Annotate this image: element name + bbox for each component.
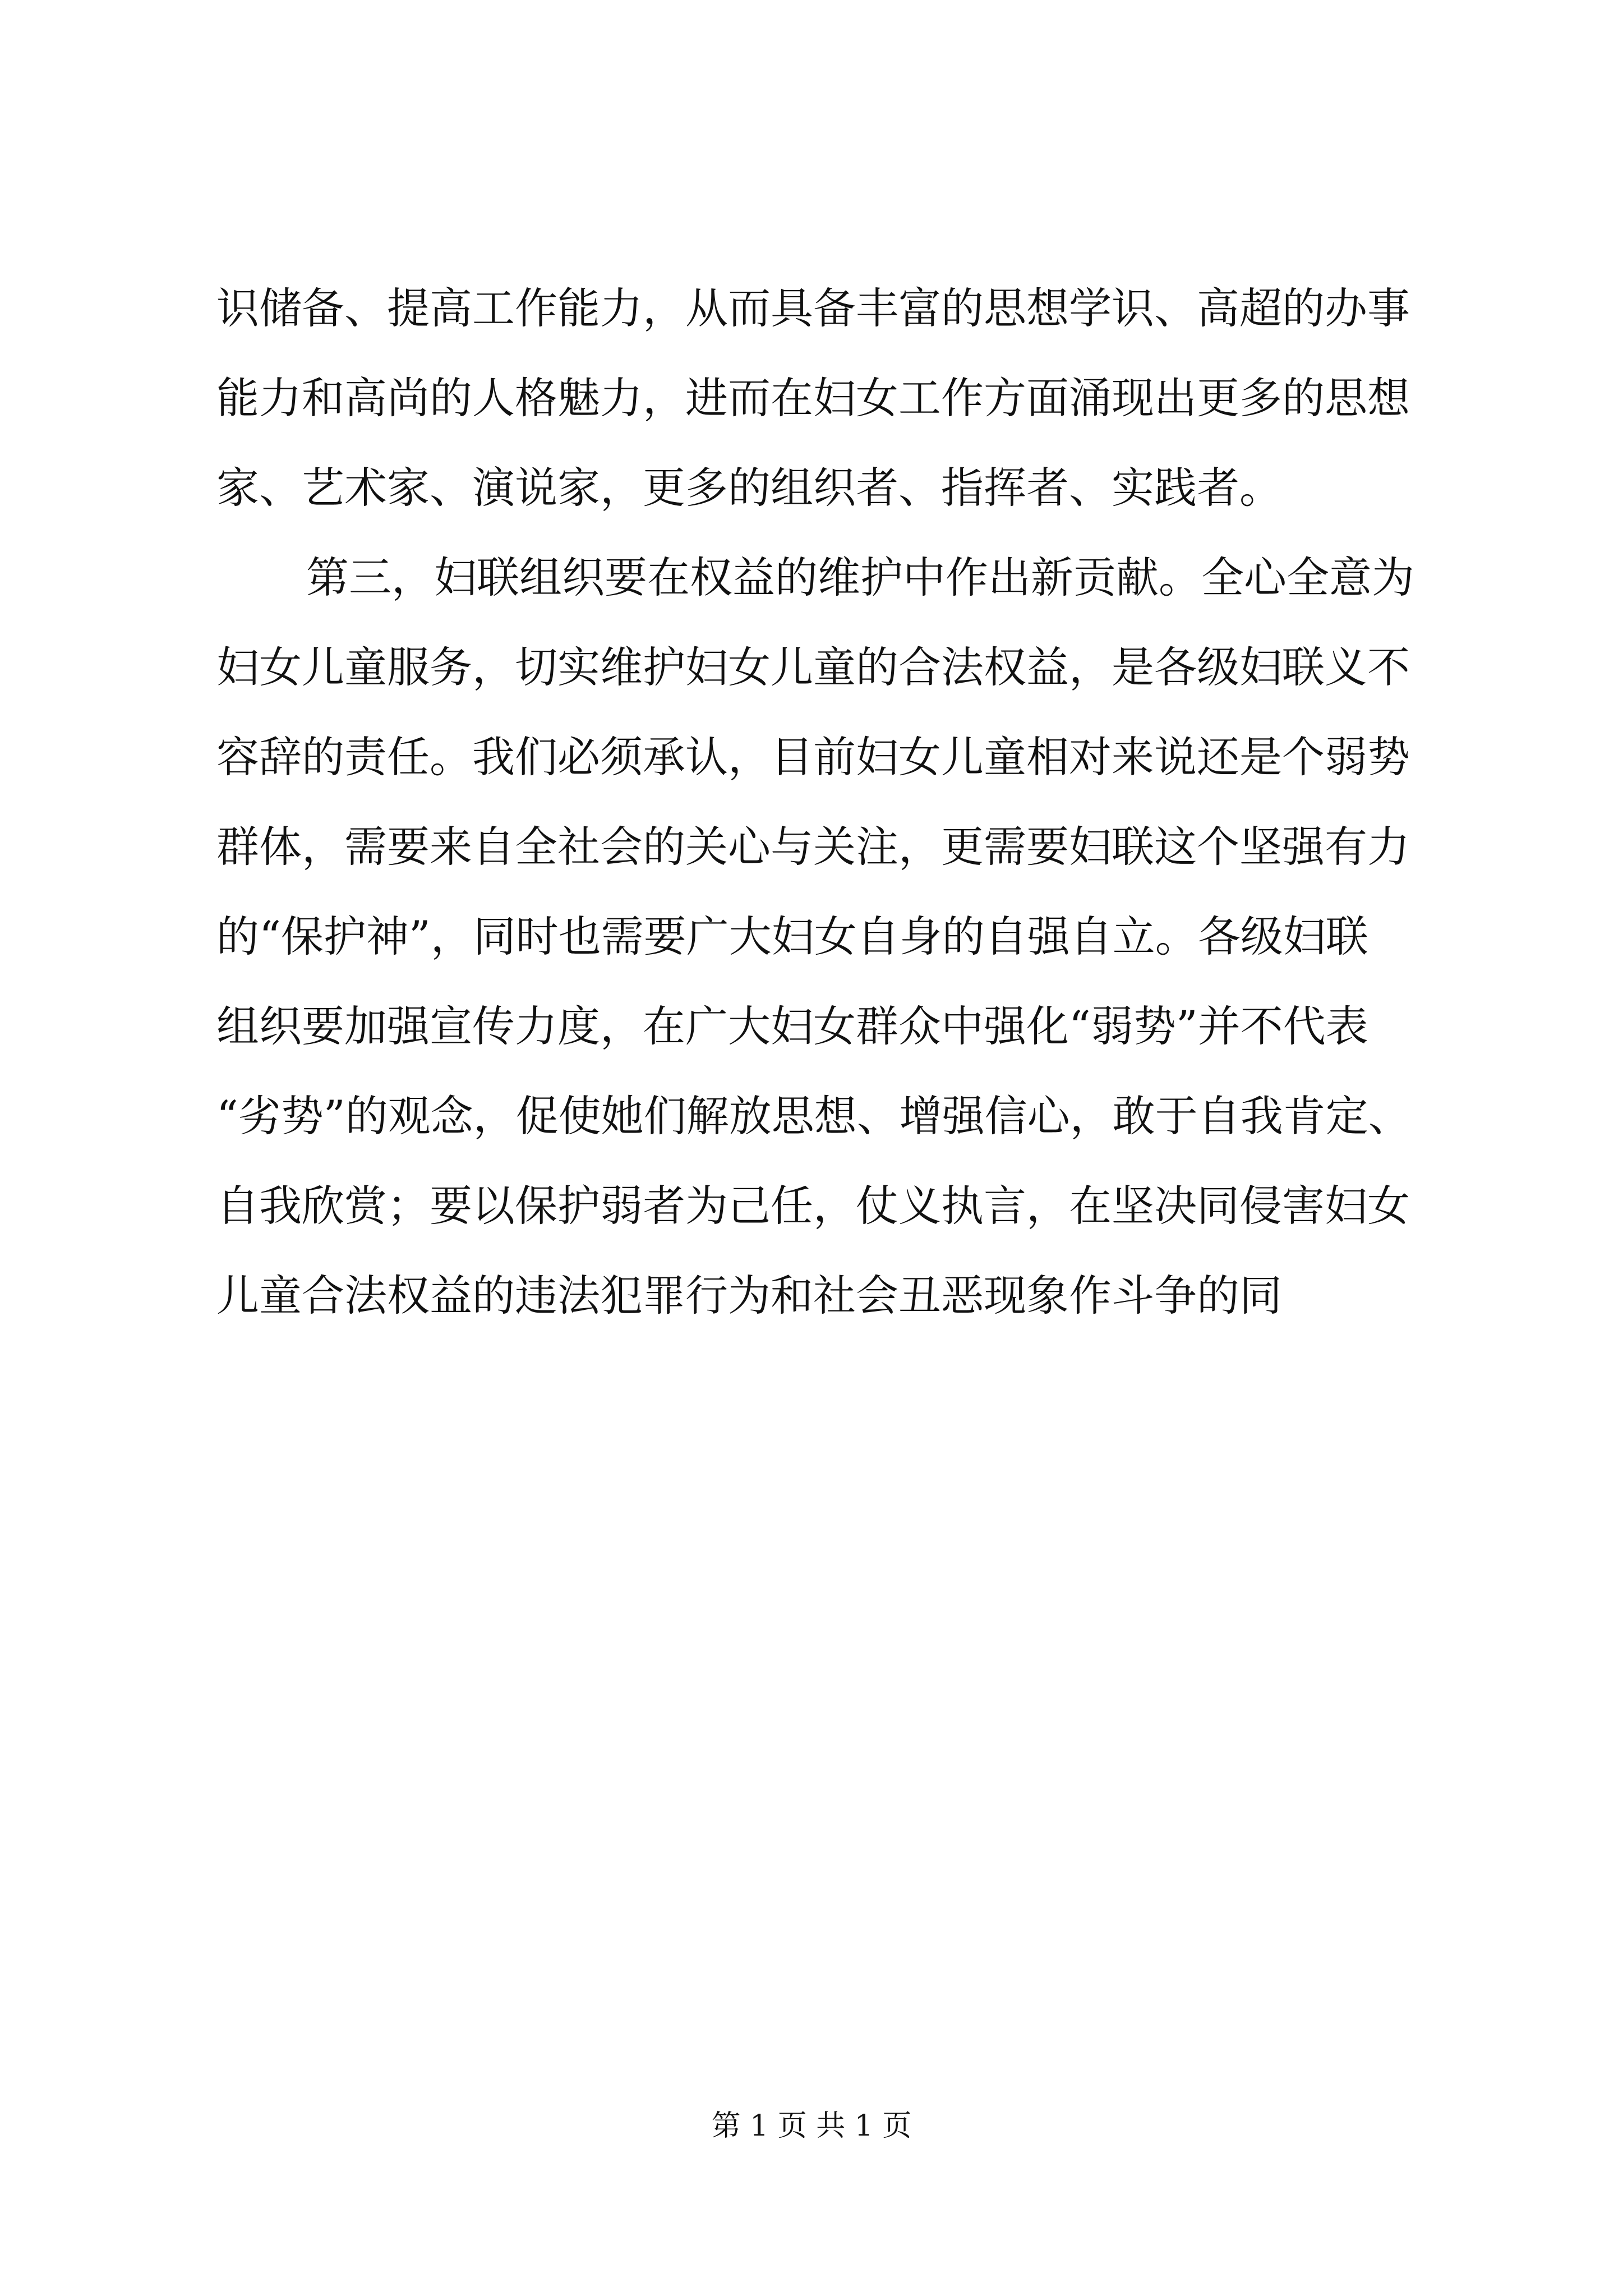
text-line: 自我欣赏；要以保护弱者为己任，仗义执言，在坚决同侵害妇女 (216, 1181, 1410, 1231)
paragraph-start-line: 第三，妇联组织要在权益的维护中作出新贡献。全心全意为 (306, 553, 1414, 602)
text-line: 容辞的责任。我们必须承认，目前妇女儿童相对来说还是个弱势 (216, 732, 1410, 782)
text-line: 识储备、提高工作能力，从而具备丰富的思想学识、高超的办事 (216, 283, 1410, 333)
text-line: 妇女儿童服务，切实维护妇女儿童的合法权益，是各级妇联义不 (216, 642, 1410, 692)
text-line: 能力和高尚的人格魅力，进而在妇女工作方面涌现出更多的思想 (216, 373, 1410, 423)
text-line: 的“保护神”，同时也需要广大妇女自身的自强自立。各级妇联 (216, 912, 1368, 961)
page-number-indicator: 第 1 页 共 1 页 (711, 2109, 912, 2143)
text-line: 家、艺术家、演说家，更多的组织者、指挥者、实践者。 (216, 463, 1282, 513)
page-footer (0, 2106, 1623, 2146)
document-body (216, 264, 1417, 1341)
text-line: 群体，需要来自全社会的关心与关注，更需要妇联这个坚强有力 (216, 822, 1410, 872)
text-line: 儿童合法权益的违法犯罪行为和社会丑恶现象作斗争的同 (216, 1271, 1282, 1320)
text-line: “劣势”的观念，促使她们解放思想、增强信心，敢于自我肯定、 (216, 1091, 1411, 1141)
text-line: 组织要加强宣传力度，在广大妇女群众中强化“弱势”并不代表 (216, 1001, 1368, 1051)
